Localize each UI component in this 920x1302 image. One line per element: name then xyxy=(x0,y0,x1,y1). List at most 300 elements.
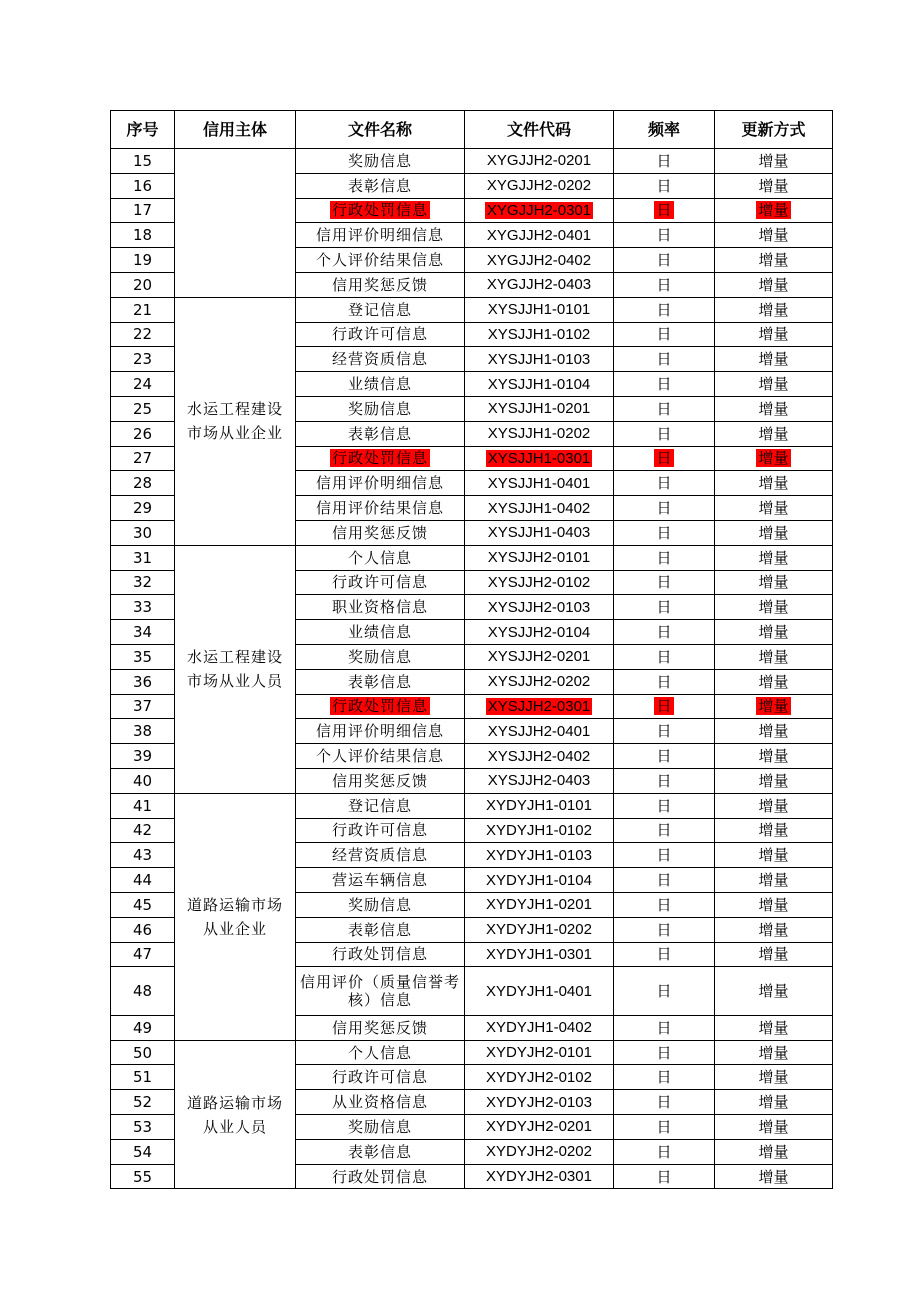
update-mode: 增量 xyxy=(758,982,789,1001)
file-code-cell xyxy=(465,595,614,620)
row-number: 19 xyxy=(132,251,153,270)
file-table xyxy=(110,110,833,1189)
frequency: 日 xyxy=(656,350,672,369)
file-name-cell xyxy=(296,669,465,694)
file-name-cell xyxy=(296,396,465,421)
row-number: 26 xyxy=(132,424,153,443)
update-mode: 增量 xyxy=(758,424,789,443)
update-mode: 增量 xyxy=(758,796,789,815)
file-code: XYSJJH2-0402 xyxy=(487,747,591,765)
frequency: 日 xyxy=(656,672,672,691)
file-code: XYDYJH2-0102 xyxy=(486,1068,592,1086)
update-mode: 增量 xyxy=(758,300,789,319)
update-mode-cell xyxy=(715,570,833,595)
file-name-cell xyxy=(296,372,465,397)
row-number-cell xyxy=(111,272,175,297)
frequency-cell xyxy=(614,620,715,645)
file-name: 信用奖惩反馈 xyxy=(331,771,428,790)
frequency: 日 xyxy=(656,598,672,617)
row-number-cell xyxy=(111,297,175,322)
update-mode: 增量 xyxy=(758,722,789,741)
file-name-cell xyxy=(296,1115,465,1140)
file-code-cell xyxy=(465,347,614,372)
file-code: XYSJJH2-0103 xyxy=(487,598,591,616)
file-code-cell xyxy=(465,198,614,223)
row-number: 20 xyxy=(132,275,153,294)
row-number: 22 xyxy=(132,325,153,344)
frequency-cell xyxy=(614,396,715,421)
file-code: XYGJJH2-0201 xyxy=(486,152,592,170)
frequency-cell xyxy=(614,1015,715,1040)
frequency-cell xyxy=(614,1065,715,1090)
row-number: 33 xyxy=(132,598,153,617)
file-name-cell xyxy=(296,223,465,248)
file-name-cell xyxy=(296,545,465,570)
file-name-cell xyxy=(296,1090,465,1115)
row-number: 41 xyxy=(132,796,153,815)
file-code: XYGJJH2-0403 xyxy=(486,276,592,294)
frequency-cell xyxy=(614,570,715,595)
file-code: XYDYJH1-0402 xyxy=(486,1019,592,1037)
header-update-mode: 更新方式 xyxy=(715,111,833,149)
file-code: XYSJJH1-0403 xyxy=(487,524,591,542)
header-no: 序号 xyxy=(111,111,175,149)
file-code: XYSJJH1-0402 xyxy=(487,499,591,517)
row-number: 52 xyxy=(132,1093,153,1112)
row-number-cell xyxy=(111,173,175,198)
row-number: 16 xyxy=(132,176,153,195)
file-name-cell xyxy=(296,347,465,372)
frequency: 日 xyxy=(656,1043,672,1062)
update-mode-cell xyxy=(715,149,833,174)
frequency: 日 xyxy=(656,499,672,518)
file-code: XYSJJH1-0202 xyxy=(487,425,591,443)
file-name: 表彰信息 xyxy=(347,920,412,939)
file-name: 信用评价明细信息 xyxy=(315,722,444,741)
row-number-cell xyxy=(111,719,175,744)
update-mode-cell xyxy=(715,446,833,471)
row-number-cell xyxy=(111,372,175,397)
file-code: XYSJJH1-0301 xyxy=(487,449,591,467)
file-name: 个人信息 xyxy=(347,548,412,567)
frequency: 日 xyxy=(656,722,672,741)
frequency: 日 xyxy=(656,548,672,567)
frequency-cell xyxy=(614,917,715,942)
file-name: 表彰信息 xyxy=(347,424,412,443)
file-name-cell xyxy=(296,744,465,769)
frequency-cell xyxy=(614,1090,715,1115)
update-mode: 增量 xyxy=(758,573,789,592)
file-code: XYSJJH2-0101 xyxy=(487,549,591,567)
file-code-cell xyxy=(465,248,614,273)
header-file-name: 文件名称 xyxy=(296,111,465,149)
credit-entity: 水运工程建设市场从业人员 xyxy=(186,648,283,691)
file-code-cell xyxy=(465,669,614,694)
header-file-code: 文件代码 xyxy=(465,111,614,149)
update-mode-cell xyxy=(715,669,833,694)
frequency: 日 xyxy=(656,771,672,790)
file-code: XYSJJH2-0102 xyxy=(487,573,591,591)
file-code-cell xyxy=(465,793,614,818)
row-number-cell xyxy=(111,595,175,620)
row-number: 17 xyxy=(132,201,153,220)
update-mode: 增量 xyxy=(758,523,789,542)
file-code: XYDYJH1-0401 xyxy=(486,982,592,1000)
row-number-cell xyxy=(111,744,175,769)
row-number-cell xyxy=(111,669,175,694)
row-number-cell xyxy=(111,570,175,595)
frequency-cell xyxy=(614,446,715,471)
file-code-cell xyxy=(465,868,614,893)
row-number-cell xyxy=(111,694,175,719)
file-code-cell xyxy=(465,1065,614,1090)
frequency-cell xyxy=(614,843,715,868)
update-mode: 增量 xyxy=(758,325,789,344)
file-code-cell xyxy=(465,272,614,297)
file-code-cell xyxy=(465,1090,614,1115)
update-mode-cell xyxy=(715,198,833,223)
credit-entity: 道路运输市场从业人员 xyxy=(186,1093,283,1136)
header-entity: 信用主体 xyxy=(175,111,296,149)
file-name-cell xyxy=(296,248,465,273)
update-mode: 增量 xyxy=(758,647,789,666)
row-number: 32 xyxy=(132,573,153,592)
file-code-cell xyxy=(465,322,614,347)
file-code: XYDYJH1-0104 xyxy=(486,871,592,889)
table-row xyxy=(111,1040,833,1065)
file-name-cell xyxy=(296,818,465,843)
file-code: XYSJJH2-0401 xyxy=(487,722,591,740)
frequency: 日 xyxy=(656,300,672,319)
row-number-cell xyxy=(111,942,175,967)
update-mode-cell xyxy=(715,1090,833,1115)
file-code-cell xyxy=(465,496,614,521)
file-name: 信用奖惩反馈 xyxy=(331,523,428,542)
row-number: 40 xyxy=(132,771,153,790)
file-name: 奖励信息 xyxy=(347,647,412,666)
update-mode-cell xyxy=(715,744,833,769)
file-name: 行政处罚信息 xyxy=(331,449,428,468)
frequency-cell xyxy=(614,669,715,694)
file-name: 信用评价（质量信誉考核）信息 xyxy=(299,973,460,1010)
frequency-cell xyxy=(614,272,715,297)
row-number-cell xyxy=(111,248,175,273)
file-code: XYGJJH2-0401 xyxy=(486,226,592,244)
frequency-cell xyxy=(614,1115,715,1140)
file-name: 行政许可信息 xyxy=(331,325,428,344)
file-name: 个人信息 xyxy=(347,1043,412,1062)
row-number-cell xyxy=(111,471,175,496)
file-name-cell xyxy=(296,1164,465,1189)
update-mode: 增量 xyxy=(758,672,789,691)
file-code-cell xyxy=(465,421,614,446)
entity-cell xyxy=(175,545,296,793)
file-name: 职业资格信息 xyxy=(331,598,428,617)
file-code-cell xyxy=(465,818,614,843)
row-number-cell xyxy=(111,347,175,372)
update-mode-cell xyxy=(715,967,833,1016)
file-code: XYDYJH1-0201 xyxy=(486,896,592,914)
file-name-cell xyxy=(296,868,465,893)
row-number: 51 xyxy=(132,1068,153,1087)
frequency-cell xyxy=(614,768,715,793)
row-number: 30 xyxy=(132,523,153,542)
update-mode-cell xyxy=(715,223,833,248)
row-number-cell xyxy=(111,496,175,521)
update-mode-cell xyxy=(715,917,833,942)
file-code-cell xyxy=(465,694,614,719)
update-mode: 增量 xyxy=(758,1167,789,1186)
file-name-cell xyxy=(296,595,465,620)
update-mode: 增量 xyxy=(758,226,789,245)
update-mode: 增量 xyxy=(758,945,789,964)
file-name: 业绩信息 xyxy=(347,375,412,394)
frequency-cell xyxy=(614,496,715,521)
file-name: 业绩信息 xyxy=(347,623,412,642)
update-mode: 增量 xyxy=(758,771,789,790)
update-mode-cell xyxy=(715,768,833,793)
file-name: 行政处罚信息 xyxy=(331,697,428,716)
update-mode: 增量 xyxy=(758,697,789,716)
row-number: 25 xyxy=(132,399,153,418)
file-code: XYDYJH1-0103 xyxy=(486,846,592,864)
file-code: XYSJJH2-0403 xyxy=(487,772,591,790)
frequency: 日 xyxy=(656,697,672,716)
update-mode: 增量 xyxy=(758,846,789,865)
frequency-cell xyxy=(614,967,715,1016)
update-mode-cell xyxy=(715,1115,833,1140)
row-number-cell xyxy=(111,892,175,917)
frequency: 日 xyxy=(656,1117,672,1136)
file-code-cell xyxy=(465,223,614,248)
update-mode: 增量 xyxy=(758,449,789,468)
update-mode-cell xyxy=(715,1040,833,1065)
file-code: XYSJJH1-0104 xyxy=(487,375,591,393)
frequency: 日 xyxy=(656,846,672,865)
frequency: 日 xyxy=(656,1068,672,1087)
row-number-cell xyxy=(111,793,175,818)
row-number: 27 xyxy=(132,449,153,468)
update-mode: 增量 xyxy=(758,275,789,294)
update-mode: 增量 xyxy=(758,1043,789,1062)
file-name-cell xyxy=(296,1015,465,1040)
file-code-cell xyxy=(465,620,614,645)
file-code: XYSJJH2-0202 xyxy=(487,673,591,691)
file-name: 行政许可信息 xyxy=(331,1068,428,1087)
update-mode: 增量 xyxy=(758,548,789,567)
file-name-cell xyxy=(296,620,465,645)
file-name: 登记信息 xyxy=(347,300,412,319)
file-name-cell xyxy=(296,322,465,347)
update-mode: 增量 xyxy=(758,375,789,394)
file-code: XYGJJH2-0202 xyxy=(486,177,592,195)
file-name-cell xyxy=(296,496,465,521)
file-code: XYSJJH1-0101 xyxy=(487,301,591,319)
row-number-cell xyxy=(111,322,175,347)
row-number: 37 xyxy=(132,697,153,716)
row-number: 29 xyxy=(132,499,153,518)
file-name-cell xyxy=(296,272,465,297)
frequency-cell xyxy=(614,372,715,397)
file-code-cell xyxy=(465,396,614,421)
update-mode: 增量 xyxy=(758,176,789,195)
file-name: 个人评价结果信息 xyxy=(315,251,444,270)
update-mode-cell xyxy=(715,1015,833,1040)
file-code: XYDYJH1-0101 xyxy=(486,797,592,815)
file-code-cell xyxy=(465,545,614,570)
file-name: 信用评价明细信息 xyxy=(315,474,444,493)
file-name: 信用评价明细信息 xyxy=(315,226,444,245)
frequency-cell xyxy=(614,297,715,322)
frequency-cell xyxy=(614,545,715,570)
update-mode-cell xyxy=(715,421,833,446)
update-mode-cell xyxy=(715,843,833,868)
frequency: 日 xyxy=(656,151,672,170)
file-name-cell xyxy=(296,421,465,446)
update-mode-cell xyxy=(715,1139,833,1164)
row-number-cell xyxy=(111,917,175,942)
frequency: 日 xyxy=(656,982,672,1001)
update-mode-cell xyxy=(715,545,833,570)
file-code-cell xyxy=(465,744,614,769)
file-name-cell xyxy=(296,967,465,1016)
file-name-cell xyxy=(296,297,465,322)
frequency: 日 xyxy=(656,1018,672,1037)
frequency: 日 xyxy=(656,424,672,443)
file-code-cell xyxy=(465,892,614,917)
file-code-cell xyxy=(465,297,614,322)
file-code-cell xyxy=(465,570,614,595)
file-name-cell xyxy=(296,843,465,868)
update-mode-cell xyxy=(715,694,833,719)
row-number-cell xyxy=(111,1139,175,1164)
frequency-cell xyxy=(614,198,715,223)
file-name: 奖励信息 xyxy=(347,151,412,170)
file-code-cell xyxy=(465,1139,614,1164)
frequency: 日 xyxy=(656,647,672,666)
file-name-cell xyxy=(296,942,465,967)
header-row xyxy=(111,111,833,149)
frequency: 日 xyxy=(656,176,672,195)
frequency: 日 xyxy=(656,945,672,964)
file-code-cell xyxy=(465,1015,614,1040)
update-mode-cell xyxy=(715,1065,833,1090)
file-code-cell xyxy=(465,917,614,942)
file-name: 行政处罚信息 xyxy=(331,1167,428,1186)
row-number: 54 xyxy=(132,1142,153,1161)
file-code-cell xyxy=(465,372,614,397)
file-code: XYGJJH2-0301 xyxy=(486,201,592,219)
row-number: 45 xyxy=(132,895,153,914)
file-code: XYDYJH2-0201 xyxy=(486,1118,592,1136)
file-name-cell xyxy=(296,570,465,595)
update-mode: 增量 xyxy=(758,1093,789,1112)
file-name-cell xyxy=(296,1139,465,1164)
file-name: 从业资格信息 xyxy=(331,1093,428,1112)
file-name-cell xyxy=(296,471,465,496)
frequency: 日 xyxy=(656,1142,672,1161)
frequency: 日 xyxy=(656,623,672,642)
frequency-cell xyxy=(614,644,715,669)
row-number-cell xyxy=(111,1164,175,1189)
row-number: 23 xyxy=(132,350,153,369)
frequency: 日 xyxy=(656,747,672,766)
update-mode-cell xyxy=(715,297,833,322)
frequency: 日 xyxy=(656,920,672,939)
file-code: XYDYJH1-0202 xyxy=(486,921,592,939)
row-number-cell xyxy=(111,1090,175,1115)
entity-cell xyxy=(175,793,296,1040)
row-number: 38 xyxy=(132,722,153,741)
frequency-cell xyxy=(614,471,715,496)
file-code-cell xyxy=(465,471,614,496)
update-mode-cell xyxy=(715,942,833,967)
table-row xyxy=(111,297,833,322)
update-mode: 增量 xyxy=(758,821,789,840)
file-name: 经营资质信息 xyxy=(331,846,428,865)
update-mode: 增量 xyxy=(758,920,789,939)
row-number-cell xyxy=(111,1115,175,1140)
table-row xyxy=(111,149,833,174)
file-code-cell xyxy=(465,843,614,868)
update-mode: 增量 xyxy=(758,895,789,914)
frequency-cell xyxy=(614,322,715,347)
header-frequency: 频率 xyxy=(614,111,715,149)
entity-cell xyxy=(175,1040,296,1189)
file-code-cell xyxy=(465,1164,614,1189)
file-name-cell xyxy=(296,520,465,545)
file-code: XYSJJH1-0103 xyxy=(487,350,591,368)
file-code: XYDYJH2-0301 xyxy=(486,1168,592,1186)
update-mode-cell xyxy=(715,892,833,917)
file-name-cell xyxy=(296,917,465,942)
file-name: 个人评价结果信息 xyxy=(315,747,444,766)
update-mode-cell xyxy=(715,347,833,372)
update-mode-cell xyxy=(715,173,833,198)
update-mode-cell xyxy=(715,620,833,645)
row-number-cell xyxy=(111,545,175,570)
file-code: XYDYJH2-0101 xyxy=(486,1044,592,1062)
row-number: 53 xyxy=(132,1117,153,1136)
frequency-cell xyxy=(614,248,715,273)
file-code: XYSJJH2-0201 xyxy=(487,648,591,666)
row-number-cell xyxy=(111,644,175,669)
row-number: 50 xyxy=(132,1043,153,1062)
file-name-cell xyxy=(296,1065,465,1090)
row-number: 15 xyxy=(132,151,153,170)
frequency-cell xyxy=(614,892,715,917)
file-name-cell xyxy=(296,768,465,793)
frequency: 日 xyxy=(656,573,672,592)
file-code-cell xyxy=(465,768,614,793)
frequency: 日 xyxy=(656,871,672,889)
frequency: 日 xyxy=(656,201,672,220)
frequency: 日 xyxy=(656,1167,672,1186)
credit-entity: 水运工程建设市场从业企业 xyxy=(186,400,283,443)
frequency-cell xyxy=(614,1040,715,1065)
update-mode: 增量 xyxy=(758,201,789,220)
frequency: 日 xyxy=(656,523,672,542)
frequency: 日 xyxy=(656,474,672,493)
file-name-cell xyxy=(296,149,465,174)
frequency-cell xyxy=(614,223,715,248)
file-name-cell xyxy=(296,892,465,917)
row-number-cell xyxy=(111,1065,175,1090)
frequency: 日 xyxy=(656,821,672,840)
update-mode: 增量 xyxy=(758,1018,789,1037)
update-mode: 增量 xyxy=(758,598,789,617)
update-mode: 增量 xyxy=(758,1142,789,1161)
